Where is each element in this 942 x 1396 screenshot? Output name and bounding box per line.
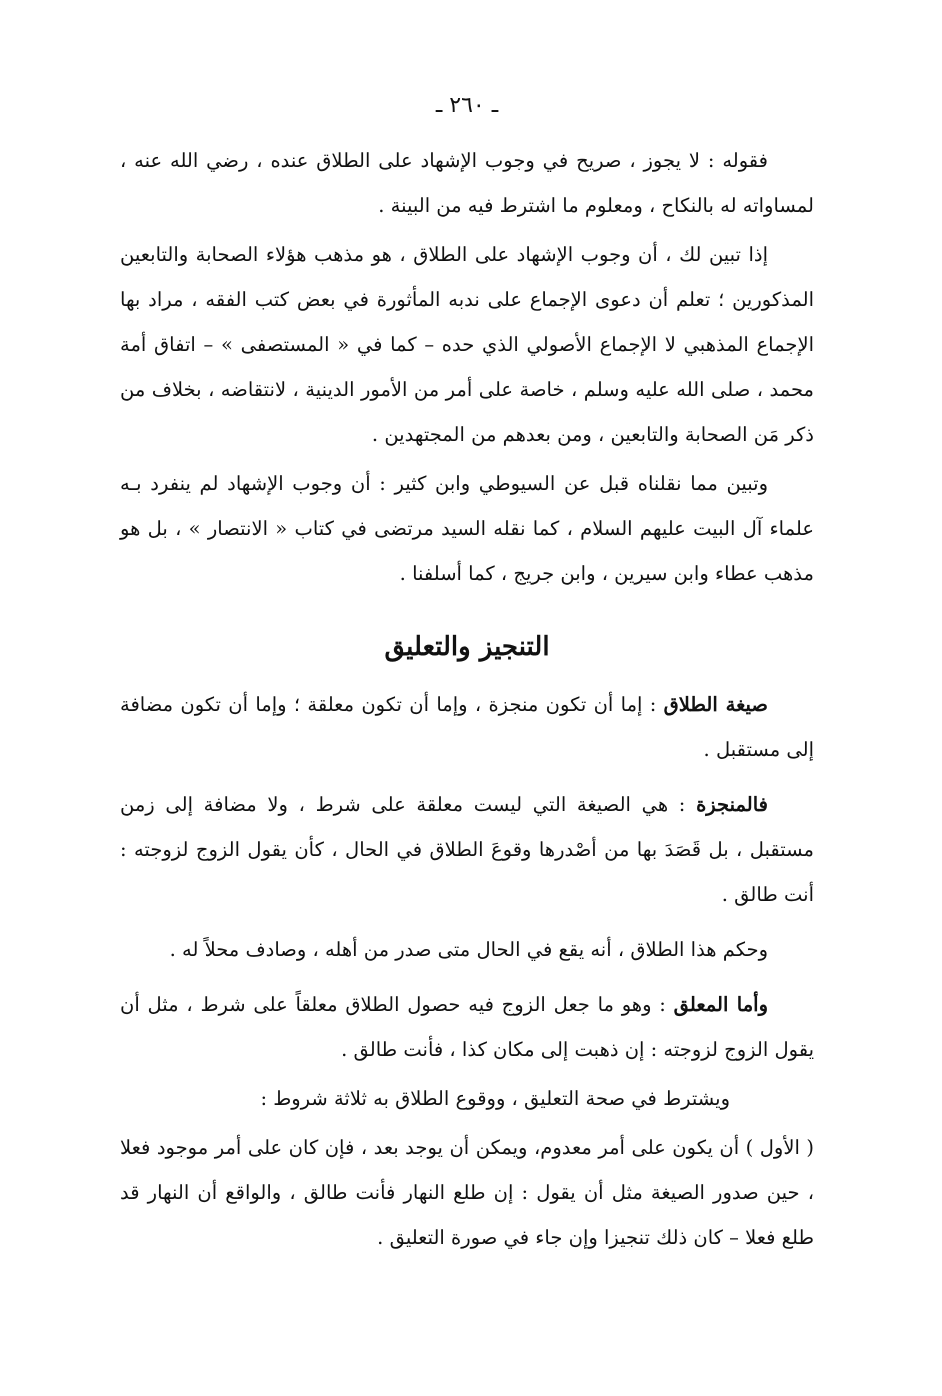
paragraph-lead-term: وأما المعلق (673, 993, 768, 1016)
paragraph-body: : وهو ما جعل الزوج فيه حصول الطلاق معلقاً على شرط ، مثل أن يقول الزوج لزوجته : إن ذهبت إلى مكان كذا ، فأنت طالق . (120, 993, 814, 1061)
section-heading: التنجيز والتعليق (384, 632, 550, 662)
paragraph-suyuti: وتبين مما نقلناه قبل عن السيوطي وابن كثير : أن وجوب الإشهاد لم ينفرد بـه علماء آل البيت عليهم السلام ، كما نقله السيد مرتضى في كتاب « الانتصار » ، بل هو مذهب عطاء وابن سيرين ، وابن جريج ، كما أسلفنا . (120, 472, 814, 585)
paragraph-ruling (120, 927, 814, 972)
page-number: ـ ٢٦٠ ـ (435, 93, 499, 118)
paragraph-formula (120, 682, 814, 772)
paragraph-conditions-intro: ويشترط في صحة التعليق ، ووقوع الطلاق به ثلاثة شروط : (260, 1087, 730, 1110)
paragraph-condition-first: ( الأول ) أن يكون على أمر معدوم، ويمكن أن يوجد بعد ، فإن كان على أمر موجود فعلا ، حين صدور الصيغة مثل أن يقول : إن طلع النهار فأنت طالق ، والواقع أن النهار قد طلع فعلا – كان ذلك تنجيزا وإن جاء في صورة التعليق . (120, 1136, 814, 1249)
paragraph-quote-ruling: فقوله : لا يجوز ، صريح في وجوب الإشهاد على الطلاق عنده ، رضي الله عنه ، لمساواته له بالنكاح ، ومعلوم ما اشترط فيه من البينة . (120, 149, 814, 217)
paragraph-body: وحكم هذا الطلاق ، أنه يقع في الحال متى صدر من أهله ، وصادف محلاً له . (169, 938, 768, 961)
paragraph-lead-term: صيغة الطلاق (663, 693, 768, 716)
paragraph-body: : هي الصيغة التي ليست معلقة على شرط ، ولا مضافة إلى زمن مستقبل ، بل قَصَدَ بها من أصْدرها وقوعَ الطلاق في الحال ، كأن يقول الزوج لزوجته : أنت طالق . (120, 793, 814, 906)
paragraph-conditional (120, 982, 814, 1072)
paragraph-body: : إما أن تكون منجزة ، وإما أن تكون معلقة ؛ وإما أن تكون مضافة إلى مستقبل . (120, 693, 814, 761)
paragraph-immediate (120, 782, 814, 917)
paragraph-consensus: إذا تبين لك ، أن وجوب الإشهاد على الطلاق ، هو مذهب هؤلاء الصحابة والتابعين المذكورين ؛ تعلم أن دعوى الإجماع على ندبه المأثورة في بعض كتب الفقه ، مراد بها الإجماع المذهبي لا الإجماع الأصولي الذي حده – كما في « المستصفى » – اتفاق أمة محمد ، صلى الله عليه وسلم ، خاصة على أمر من الأمور الدينية ، لانتقاضه ، بخلاف من ذكر مَن الصحابة والتابعين ، ومن بعدهم من المجتهدين . (120, 243, 814, 446)
paragraph-lead-term: فالمنجزة (696, 793, 768, 816)
